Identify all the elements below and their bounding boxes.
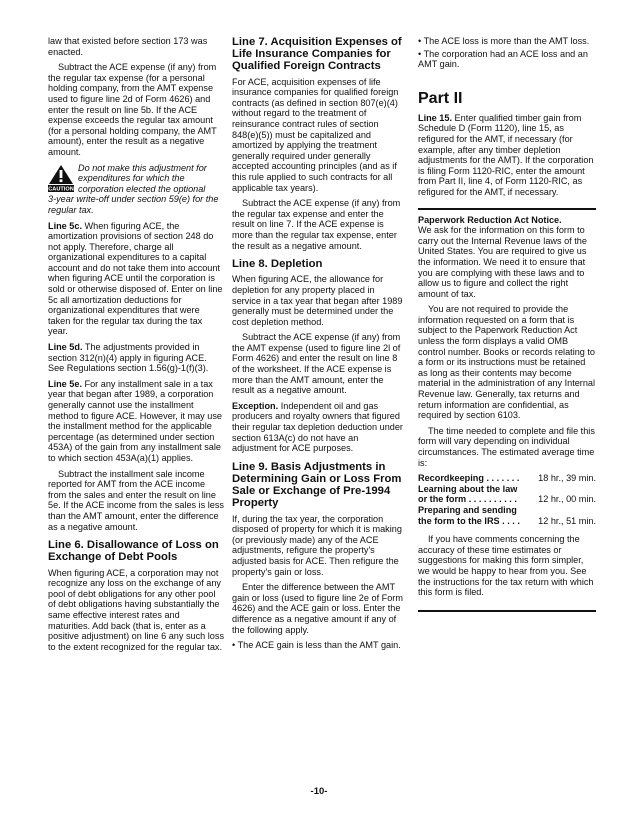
paragraph-line-5c bbox=[48, 221, 224, 338]
time-row bbox=[418, 494, 596, 505]
paragraph-line-5e bbox=[48, 379, 224, 464]
bullet-text: The ACE gain is less than the AMT gain. bbox=[237, 640, 401, 651]
caution-text-continued: 3-year write-off under section 59(e) for the regular tax. bbox=[48, 194, 219, 215]
part-ii-heading: Part II bbox=[418, 89, 463, 107]
time-estimates-table bbox=[418, 473, 596, 526]
heading-line-6: Line 6. Disallowance of Loss on Exchange of Debt Pools bbox=[48, 539, 219, 564]
line-label: Line 5e. bbox=[48, 378, 82, 389]
heading-line-7: Line 7. Acquisition Expenses of Life Insurance Companies for Qualified Foreign Contracts bbox=[232, 36, 402, 73]
paragraph: If you have comments concerning the accuracy of these time estimates or suggestions for making this form simpler, we would be happy to hear from you. See the instructions for the tax return with which this form is filed. bbox=[418, 534, 594, 598]
time-label: Preparing and sending bbox=[418, 504, 517, 515]
paragraph: Subtract the ACE expense (if any) from the AMT expense (used to figure line 2l of Form 4626) and enter the result on line 8 of the worksheet. If the ACE expense is more than the AMT amount, enter the result as a negative amount. bbox=[232, 332, 401, 396]
paragraph: Subtract the ACE expense (if any) from the regular tax expense and enter the result on line 7. If the ACE expense is more than the regular tax expense, enter the result as a negative amount. bbox=[232, 198, 401, 251]
caution-text: Do not make this adjustment for expenditures for which the corporation elected the optional bbox=[78, 162, 207, 194]
column-1 bbox=[48, 36, 224, 657]
paragraph: We ask for the information on this form to carry out the Internal Revenue laws of the United States. You are required to give us the information. We need it to ensure that you are complying with these laws and to allow us to figure and collect the right amount of tax. bbox=[418, 225, 587, 299]
time-row bbox=[418, 473, 596, 484]
time-label: or the form . . . . . . . . . . bbox=[418, 494, 517, 505]
bullet-text: The ACE loss is more than the AMT loss. bbox=[423, 36, 590, 46]
paragraph: If, during the tax year, the corporation disposed of property for which it is making (or previously made) any of the ACE adjustments, refigure the property's adjusted basis for ACE. Then refigure the property's gain or loss. bbox=[232, 513, 402, 577]
time-row bbox=[418, 505, 596, 516]
line-label: Line 5c. bbox=[48, 220, 82, 231]
exception-label: Exception. bbox=[232, 400, 279, 411]
bullet-item: • The ACE loss is more than the AMT loss. bbox=[418, 36, 590, 46]
paragraph-exception bbox=[232, 401, 404, 454]
paragraph-text: Independent oil and gas producers and royalty owners that figured their regular tax depletion deduction under section 613A(c) do not have an adjustment for ACE purposes. bbox=[232, 400, 403, 454]
line-label: Line 15. bbox=[418, 112, 452, 123]
column-2 bbox=[232, 36, 404, 656]
time-value: 12 hr., 51 min. bbox=[538, 515, 596, 526]
paragraph: law that existed before section 173 was enacted. bbox=[48, 36, 208, 57]
paragraph-line-15 bbox=[418, 113, 596, 198]
paragraph: The time needed to complete and file this form will vary depending on individual circumstances. The estimated average time is: bbox=[418, 425, 595, 468]
paragraph: You are not required to provide the information requested on a form that is subject to the Paperwork Reduction Act unless the form displays a valid OMB control number. Books or records relating to a form or its instructions must be retained as long as their contents may become material in the administration of any Internal Revenue law. Generally, tax returns and return information are confidential, as required by section 6103. bbox=[418, 304, 596, 421]
paragraph-text: Enter qualified timber gain from Schedule D (Form 1120), line 15, as refigured for the AMT, if necessary (for example, after any timber depletion adjustments for the AMT). If the corporation is filing Form 1120-RIC, enter the amount from Part II, line 4, of Form 1120-RIC, as refigured for the AMT, if necessary. bbox=[418, 112, 594, 197]
time-label: Learning about the law bbox=[418, 483, 518, 494]
time-row bbox=[418, 484, 596, 495]
time-row bbox=[418, 516, 596, 527]
paragraph: Subtract the installment sale income reported for AMT from the ACE income from the sales and enter the result on line 5e. If the ACE income from the sales is less than the AMT amount, enter the difference as a negative amount. bbox=[48, 468, 224, 532]
line-label: Line 5d. bbox=[48, 342, 83, 353]
time-value: 12 hr., 00 min. bbox=[538, 494, 596, 505]
section-divider bbox=[418, 610, 596, 612]
paragraph-text: When figuring ACE, the amortization provisions of section 248 do not apply. Therefore, charge all organizational expenditures to a capital account and do not take them into account when figuring ACE until the corporation is sold or otherwise disposed of. Enter on line 5c all amortization deductions for organizational expenditures that were taken for the regular tax during the tax year. bbox=[48, 220, 223, 337]
caution-icon bbox=[48, 164, 74, 192]
paragraph: Enter the difference between the AMT gain or loss (used to figure line 2e of Form 4626) and the ACE gain or loss. Enter the difference as a negative amount if any of the following apply. bbox=[232, 582, 403, 635]
paperwork-notice-title: Paperwork Reduction Act Notice. bbox=[418, 214, 562, 225]
heading-line-8: Line 8. Depletion bbox=[232, 258, 323, 271]
time-label: the form to the IRS . . . . bbox=[418, 515, 520, 526]
caution-label: CAUTION bbox=[48, 186, 74, 192]
paragraph-line-5d bbox=[48, 342, 224, 374]
bullet-item: • The ACE gain is less than the AMT gain. bbox=[232, 640, 401, 651]
paragraph: Subtract the ACE expense (if any) from the regular tax expense (for a personal holding company, from the AMT expense used to figure line 2d of Form 4626) and enter the result on line 5b. If the ACE expense exceeds the regular tax amount (for a personal holding company, the AMT amount), enter the result as a negative amount. bbox=[48, 62, 217, 157]
paragraph: When figuring ACE, the allowance for depletion for any property placed in service in a tax year that began after 1989 generally must be determined under the cost depletion method. bbox=[232, 274, 403, 327]
heading-line-9: Line 9. Basis Adjustments in Determining Gain or Loss From Sale or Exchange of Pre-1994 Property bbox=[232, 460, 402, 510]
bullet-text: The corporation had an ACE loss and an AMT gain. bbox=[418, 48, 588, 70]
column-3 bbox=[418, 36, 596, 617]
section-divider bbox=[418, 208, 596, 210]
page-number: -10- bbox=[310, 786, 328, 797]
time-label: Recordkeeping . . . . . . . bbox=[418, 473, 520, 484]
time-value: 18 hr., 39 min. bbox=[538, 473, 596, 484]
paragraph: For ACE, acquisition expenses of life insurance companies for qualified foreign contracts (as defined in section 807(e)(4) without regard to the treatment of reinsurance contract rules of section 848(e)(5)) must be capitalized and amortized by applying the treatment generally required under generally accepted accounting principles (and as if this rule applied to such contracts for all applicable tax years). bbox=[232, 76, 399, 193]
paragraph-text: For any installment sale in a tax year that began after 1989, a corporation generally cannot use the installment method to figure ACE. However, it may use the installment method for the applicable percentage (as determined under section 453A) of the gain from any installment sale to which section 453A(a)(1) applies. bbox=[48, 378, 222, 463]
paragraph: When figuring ACE, a corporation may not recognize any loss on the exchange of any pool of debt obligations for any other pool of debt obligations having substantially the same effective interest rates and maturities. Add back (that is, enter as a positive adjustment) on line 6 any such loss to the extent recognized for the regular tax. bbox=[48, 567, 225, 652]
caution-note bbox=[48, 163, 224, 216]
bullet-item: • The corporation had an ACE loss and an AMT gain. bbox=[418, 48, 588, 70]
paragraph-text: The adjustments provided in section 312(n)(4) apply in figuring ACE. See Regulations section 1.56(g)-1(f)(3). bbox=[48, 342, 209, 374]
